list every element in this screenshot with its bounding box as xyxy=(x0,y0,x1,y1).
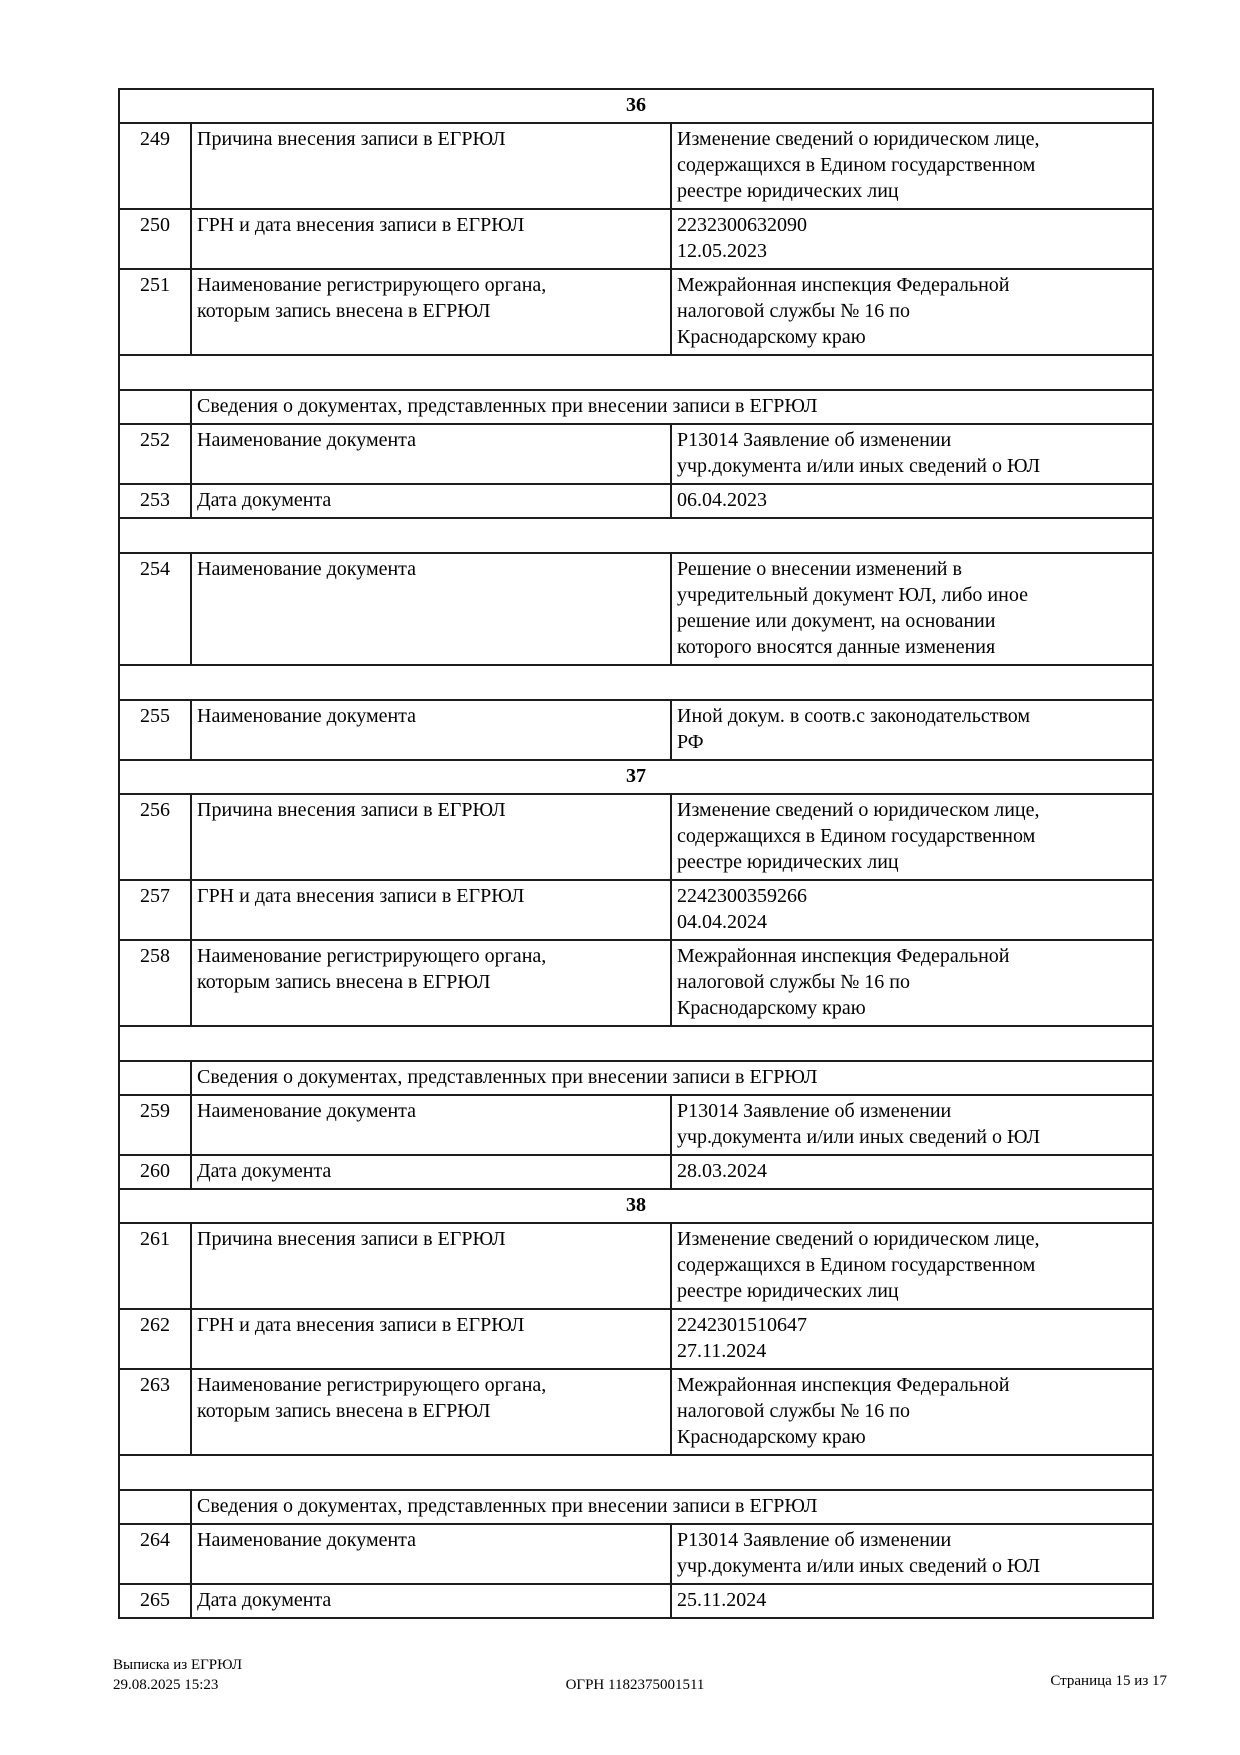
table-row xyxy=(119,1189,1153,1223)
field-value-line: решение или документ, на основании xyxy=(677,610,996,632)
field-label-line: Причина внесения записи в ЕГРЮЛ xyxy=(197,799,506,821)
table-row xyxy=(119,1061,1153,1095)
record-number-cell-empty xyxy=(119,390,191,424)
field-label xyxy=(191,269,671,355)
field-value xyxy=(671,269,1153,355)
field-label-line: ГРН и дата внесения записи в ЕГРЮЛ xyxy=(197,214,525,236)
field-label xyxy=(191,940,671,1026)
table-row xyxy=(119,1490,1153,1524)
footer-page-number: Страница 15 из 17 xyxy=(1050,1673,1167,1689)
field-value-line: 25.11.2024 xyxy=(677,1589,767,1611)
field-value xyxy=(671,1223,1153,1309)
field-label xyxy=(191,209,671,269)
spacer-row-cell xyxy=(119,1026,1153,1061)
table-row xyxy=(119,880,1153,940)
field-value-line: 28.03.2024 xyxy=(677,1160,767,1182)
field-label-line: ГРН и дата внесения записи в ЕГРЮЛ xyxy=(197,885,525,907)
field-label xyxy=(191,880,671,940)
table-row xyxy=(119,700,1153,760)
field-label-line: Наименование документа xyxy=(197,558,417,580)
table-row xyxy=(119,209,1153,269)
record-number: 263 xyxy=(119,1369,191,1455)
table-row xyxy=(119,1155,1153,1189)
record-number: 259 xyxy=(119,1095,191,1155)
field-value-line: Краснодарскому краю xyxy=(677,997,866,1019)
table-row xyxy=(119,1309,1153,1369)
field-value-line: реестре юридических лиц xyxy=(677,1280,899,1302)
field-value xyxy=(671,424,1153,484)
table-row xyxy=(119,1524,1153,1584)
spacer-row-cell xyxy=(119,1455,1153,1490)
spacer-row-cell xyxy=(119,518,1153,553)
section-number: 36 xyxy=(119,89,1153,123)
record-number: 255 xyxy=(119,700,191,760)
field-value xyxy=(671,1369,1153,1455)
field-value-line: реестре юридических лиц xyxy=(677,180,899,202)
record-number-cell-empty xyxy=(119,1490,191,1524)
section-number: 37 xyxy=(119,760,1153,794)
field-value-line: РФ xyxy=(677,731,704,753)
spacer-row-cell xyxy=(119,355,1153,390)
field-label-line: Наименование документа xyxy=(197,429,417,451)
field-value-line: 2242300359266 xyxy=(677,885,807,907)
field-value-line: Изменение сведений о юридическом лице, xyxy=(677,1228,1040,1250)
field-label-line: которым запись внесена в ЕГРЮЛ xyxy=(197,971,491,993)
field-value-line: 27.11.2024 xyxy=(677,1340,767,1362)
field-value-line: Межрайонная инспекция Федеральной xyxy=(677,274,1010,296)
table-row xyxy=(119,940,1153,1026)
field-value-line: 12.05.2023 xyxy=(677,240,767,262)
field-value-line: содержащихся в Едином государственном xyxy=(677,1254,1036,1276)
field-label-line: Дата документа xyxy=(197,1589,332,1611)
field-value xyxy=(671,700,1153,760)
field-label-line: Наименование регистрирующего органа, xyxy=(197,945,547,967)
record-number: 257 xyxy=(119,880,191,940)
field-label xyxy=(191,1524,671,1584)
field-label xyxy=(191,1309,671,1369)
field-label-line: Наименование регистрирующего органа, xyxy=(197,274,547,296)
table-row xyxy=(119,760,1153,794)
field-value-line: Р13014 Заявление об изменении xyxy=(677,1100,952,1122)
table-row xyxy=(119,355,1153,390)
footer-generated-timestamp: 29.08.2025 15:23 xyxy=(113,1677,219,1693)
field-value-line: Краснодарскому краю xyxy=(677,326,866,348)
footer-ogrn: ОГРН 1182375001511 xyxy=(565,1677,705,1693)
record-number: 256 xyxy=(119,794,191,880)
field-value-line: Решение о внесении изменений в xyxy=(677,558,962,580)
documents-section-header: Сведения о документах, представленных при внесении записи в ЕГРЮЛ xyxy=(191,1490,1153,1524)
field-label-line: Наименование регистрирующего органа, xyxy=(197,1374,547,1396)
field-value-line: Краснодарскому краю xyxy=(677,1426,866,1448)
field-value-line: Р13014 Заявление об изменении xyxy=(677,429,952,451)
field-value-line: реестре юридических лиц xyxy=(677,851,899,873)
field-value xyxy=(671,1524,1153,1584)
record-number: 253 xyxy=(119,484,191,518)
field-label-line: Наименование документа xyxy=(197,1529,417,1551)
field-label xyxy=(191,553,671,665)
egrul-records-table xyxy=(118,88,1154,1619)
record-number: 260 xyxy=(119,1155,191,1189)
table-row xyxy=(119,1369,1153,1455)
field-label-line: Дата документа xyxy=(197,1160,332,1182)
field-label xyxy=(191,123,671,209)
field-value xyxy=(671,553,1153,665)
field-label xyxy=(191,424,671,484)
record-number-cell-empty xyxy=(119,1061,191,1095)
field-label-line: Причина внесения записи в ЕГРЮЛ xyxy=(197,1228,506,1250)
field-value xyxy=(671,123,1153,209)
field-value-line: содержащихся в Едином государственном xyxy=(677,154,1036,176)
record-number: 262 xyxy=(119,1309,191,1369)
spacer-row-cell xyxy=(119,665,1153,700)
field-label-line: Наименование документа xyxy=(197,1100,417,1122)
table-row xyxy=(119,89,1153,123)
field-label xyxy=(191,794,671,880)
field-value-line: Межрайонная инспекция Федеральной xyxy=(677,945,1010,967)
field-label-line: которым запись внесена в ЕГРЮЛ xyxy=(197,300,491,322)
field-label-line: Наименование документа xyxy=(197,705,417,727)
field-value-line: Р13014 Заявление об изменении xyxy=(677,1529,952,1551)
field-label xyxy=(191,1223,671,1309)
field-value xyxy=(671,1155,1153,1189)
table-row xyxy=(119,665,1153,700)
field-label xyxy=(191,700,671,760)
field-value-line: учр.документа и/или иных сведений о ЮЛ xyxy=(677,1126,1041,1148)
table-row xyxy=(119,484,1153,518)
field-value xyxy=(671,209,1153,269)
table-row xyxy=(119,1223,1153,1309)
record-number: 251 xyxy=(119,269,191,355)
field-label xyxy=(191,484,671,518)
egrul-table-body xyxy=(119,89,1153,1618)
section-number: 38 xyxy=(119,1189,1153,1223)
table-row xyxy=(119,269,1153,355)
field-value-line: содержащихся в Едином государственном xyxy=(677,825,1036,847)
field-value xyxy=(671,794,1153,880)
field-value-line: Иной докум. в соотв.с законодательством xyxy=(677,705,1031,727)
field-label-line: ГРН и дата внесения записи в ЕГРЮЛ xyxy=(197,1314,525,1336)
table-row xyxy=(119,123,1153,209)
table-row xyxy=(119,518,1153,553)
field-value-line: учредительный документ ЮЛ, либо иное xyxy=(677,584,1028,606)
table-row xyxy=(119,1095,1153,1155)
record-number: 261 xyxy=(119,1223,191,1309)
field-value-line: налоговой службы № 16 по xyxy=(677,971,910,993)
field-value xyxy=(671,484,1153,518)
field-value-line: учр.документа и/или иных сведений о ЮЛ xyxy=(677,455,1041,477)
field-value-line: которого вносятся данные изменения xyxy=(677,636,996,658)
record-number: 252 xyxy=(119,424,191,484)
field-label xyxy=(191,1155,671,1189)
record-number: 265 xyxy=(119,1584,191,1618)
field-value-line: 04.04.2024 xyxy=(677,911,767,933)
documents-section-header: Сведения о документах, представленных при внесении записи в ЕГРЮЛ xyxy=(191,1061,1153,1095)
record-number: 250 xyxy=(119,209,191,269)
table-row xyxy=(119,1584,1153,1618)
record-number: 249 xyxy=(119,123,191,209)
field-value-line: 06.04.2023 xyxy=(677,489,767,511)
field-label-line: Причина внесения записи в ЕГРЮЛ xyxy=(197,128,506,150)
field-value-line: 2232300632090 xyxy=(677,214,807,236)
field-value xyxy=(671,1309,1153,1369)
field-value xyxy=(671,1584,1153,1618)
field-value xyxy=(671,1095,1153,1155)
record-number: 264 xyxy=(119,1524,191,1584)
field-label xyxy=(191,1369,671,1455)
table-row xyxy=(119,390,1153,424)
field-value-line: Изменение сведений о юридическом лице, xyxy=(677,799,1040,821)
field-value-line: 2242301510647 xyxy=(677,1314,807,1336)
field-value xyxy=(671,940,1153,1026)
record-number: 254 xyxy=(119,553,191,665)
table-row xyxy=(119,1026,1153,1061)
field-value-line: Межрайонная инспекция Федеральной xyxy=(677,1374,1010,1396)
table-row xyxy=(119,553,1153,665)
field-label-line: Дата документа xyxy=(197,489,332,511)
table-row xyxy=(119,424,1153,484)
table-row xyxy=(119,794,1153,880)
field-label xyxy=(191,1095,671,1155)
field-label xyxy=(191,1584,671,1618)
record-number: 258 xyxy=(119,940,191,1026)
field-value xyxy=(671,880,1153,940)
table-row xyxy=(119,1455,1153,1490)
field-value-line: учр.документа и/или иных сведений о ЮЛ xyxy=(677,1555,1041,1577)
field-value-line: налоговой службы № 16 по xyxy=(677,300,910,322)
field-value-line: налоговой службы № 16 по xyxy=(677,1400,910,1422)
documents-section-header: Сведения о документах, представленных при внесении записи в ЕГРЮЛ xyxy=(191,390,1153,424)
footer-doc-type: Выписка из ЕГРЮЛ xyxy=(113,1657,242,1673)
field-label-line: которым запись внесена в ЕГРЮЛ xyxy=(197,1400,491,1422)
field-value-line: Изменение сведений о юридическом лице, xyxy=(677,128,1040,150)
